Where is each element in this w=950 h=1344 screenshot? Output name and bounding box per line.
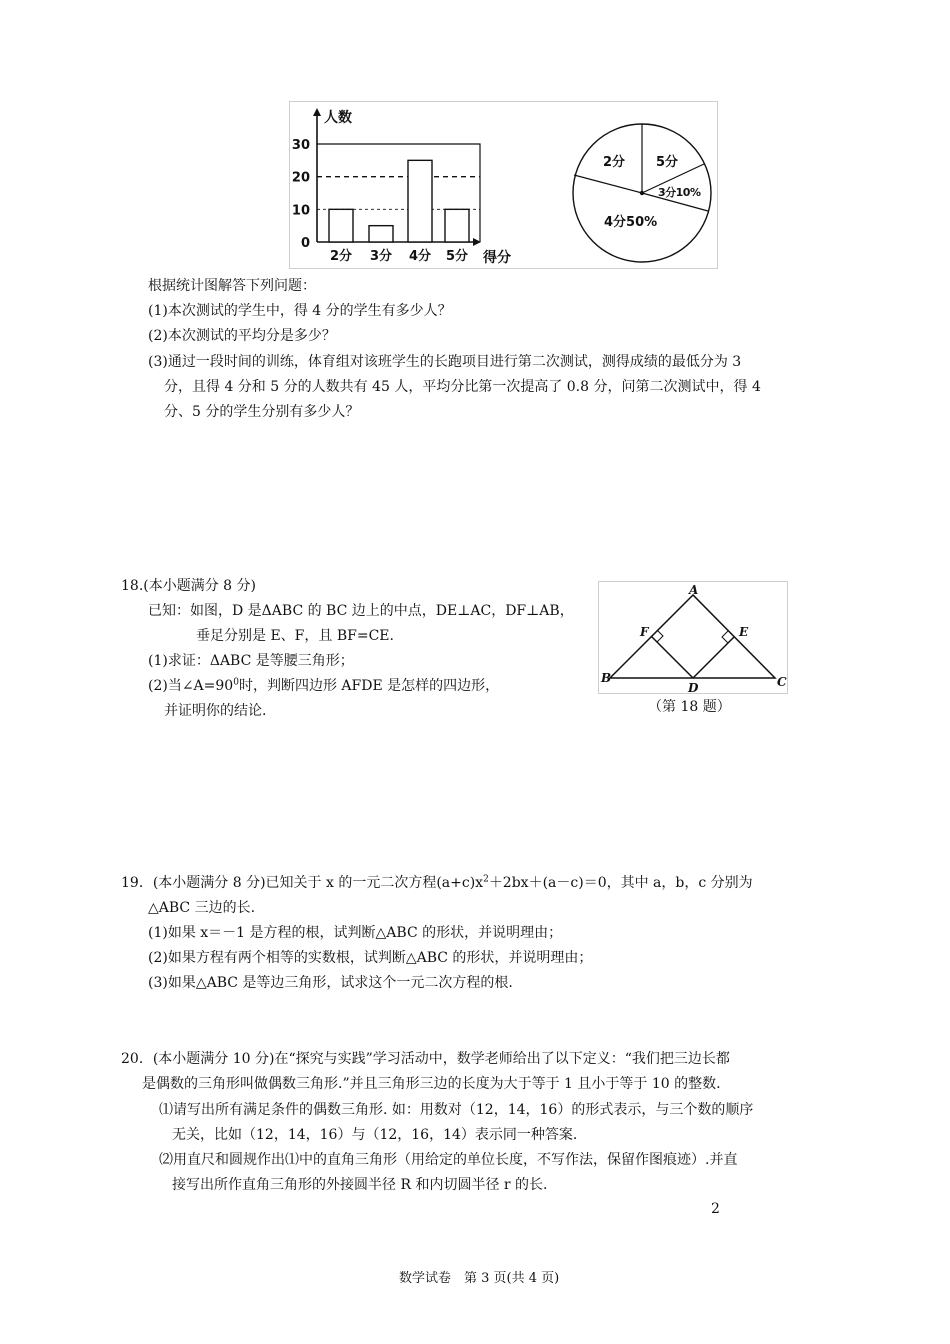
q19-square-superscript: 2 <box>483 874 489 885</box>
point-label-e: E <box>739 625 749 639</box>
q18-part1: (1)求证：ΔABC 是等腰三角形； <box>148 653 354 669</box>
vertex-label-a: A <box>689 583 699 597</box>
q17-part3-line2: 分，且得 4 分和 5 分的人数共有 45 人，平均分比第一次提高了 0.8 分，问第二次测试中，得 4 <box>164 379 761 395</box>
q19-part1: (1)如果 x＝－1 是方程的根，试判断△ABC 的形状，并说明理由； <box>148 925 563 941</box>
right-angle-mark-f <box>657 630 663 642</box>
vertex-label-c: C <box>777 675 787 689</box>
q18-part2-line1 <box>148 677 499 696</box>
pie-chart <box>566 102 716 268</box>
point-label-f: F <box>640 625 649 639</box>
pie-slice-label-4: 4分50% <box>604 215 658 230</box>
bar-y-tick-20: 20 <box>291 170 310 186</box>
q18-given-line2: 垂足分别是 E、F，且 BF=CE. <box>196 628 394 644</box>
bar-y-tick-10: 10 <box>291 203 310 219</box>
pie-center-dot <box>640 191 644 195</box>
bar-category-label: 2分 <box>329 249 353 264</box>
bar-y-axis-label: 人数 <box>324 110 352 126</box>
q18-figure <box>598 581 788 694</box>
bar-y-arrow <box>313 108 321 116</box>
triangle-abc <box>610 595 775 678</box>
bar-category-label: 3分 <box>369 249 393 264</box>
pie-slice-label-3: 3分10% <box>658 186 701 199</box>
q19-line1 <box>121 874 753 893</box>
q17-part2: (2)本次测试的平均分是多少？ <box>148 328 336 344</box>
bar-y-tick-30: 30 <box>291 138 310 153</box>
q19-line2: △ABC 三边的长. <box>148 900 256 916</box>
bar-category-label: 4分 <box>408 249 432 264</box>
q19-text-a: 19．(本小题满分 8 分)已知关于 x 的一元二次方程(a+c)x <box>121 875 484 891</box>
q18-part2-text-b: 时，判断四边形 AFDE 是怎样的四边形， <box>238 678 500 694</box>
q20-part2-line1: ⑵用直尺和圆规作出⑴中的直角三角形（用给定的单位长度，不写作法，保留作图痕迹）.并直 <box>159 1152 738 1168</box>
bar-category-label: 5分 <box>445 249 469 264</box>
bar-4分 <box>408 160 432 242</box>
q20-part1-line1: ⑴请写出所有满足条件的偶数三角形. 如：用数对（12，14，16）的形式表示，与三个数的顺序 <box>159 1102 754 1118</box>
point-label-d: D <box>688 681 699 693</box>
q19-part3: (3)如果△ABC 是等边三角形，试求这个一元二次方程的根. <box>148 975 513 991</box>
page-footer: 数学试卷 第 3 页(共 4 页) <box>399 1271 560 1286</box>
q20-part1-line2: 无关，比如（12，14，16）与（12，16，14）表示同一种答案. <box>172 1127 578 1143</box>
bar-x-axis-label: 得分 <box>483 250 511 266</box>
q17-part3-line3: 分、5 分的学生分别有多少人？ <box>164 404 360 420</box>
q18-part2-line2: 并证明你的结论. <box>164 703 267 719</box>
q18-heading: 18.(本小题满分 8 分) <box>121 578 256 594</box>
q17-intro: 根据统计图解答下列问题： <box>148 278 316 294</box>
q17-part3-line1: (3)通过一段时间的训练，体育组对该班学生的长跑项目进行第二次测试，测得成绩的最低分为 3 <box>148 354 742 370</box>
pie-slice-label-5: 5分 <box>656 155 679 170</box>
bar-5分 <box>445 209 469 242</box>
pie-slice-label-2: 2分 <box>603 155 626 170</box>
bar-y-tick-0: 0 <box>300 236 310 251</box>
q20-part2-line2: 接写出所作直角三角形的外接圆半径 R 和内切圆半径 r 的长. <box>172 1177 548 1193</box>
statistics-figure <box>289 101 718 269</box>
q18-given-line1: 已知：如图，D 是ΔABC 的 BC 边上的中点，DE⊥AC，DF⊥AB， <box>148 603 574 619</box>
q18-figure-caption: （第 18 题） <box>648 699 731 715</box>
page-mark: 2 <box>711 1201 720 1217</box>
q18-part2-text-a: (2)当∠A=90 <box>148 678 234 694</box>
right-angle-mark-e <box>722 631 728 643</box>
q20-line1: 20．(本小题满分 10 分)在“探究与实践”学习活动中，数学老师给出了以下定义：“我们把三边长都 <box>121 1051 730 1067</box>
q20-line2: 是偶数的三角形叫做偶数三角形.”并且三角形三边的长度为大于等于 1 且小于等于 10 的整数. <box>142 1076 721 1092</box>
bar-3分 <box>369 226 393 242</box>
q17-part1: (1)本次测试的学生中，得 4 分的学生有多少人？ <box>148 303 452 319</box>
q18-degree-superscript: 0 <box>233 677 239 688</box>
q19-text-b: ＋2bx＋(a－c)＝0，其中 a，b，c 分别为 <box>488 875 753 891</box>
q19-part2: (2)如果方程有两个相等的实数根，试判断△ABC 的形状，并说明理由； <box>148 950 593 966</box>
bar-chart <box>290 102 520 268</box>
bar-2分 <box>329 209 353 242</box>
vertex-label-b: B <box>601 671 612 685</box>
